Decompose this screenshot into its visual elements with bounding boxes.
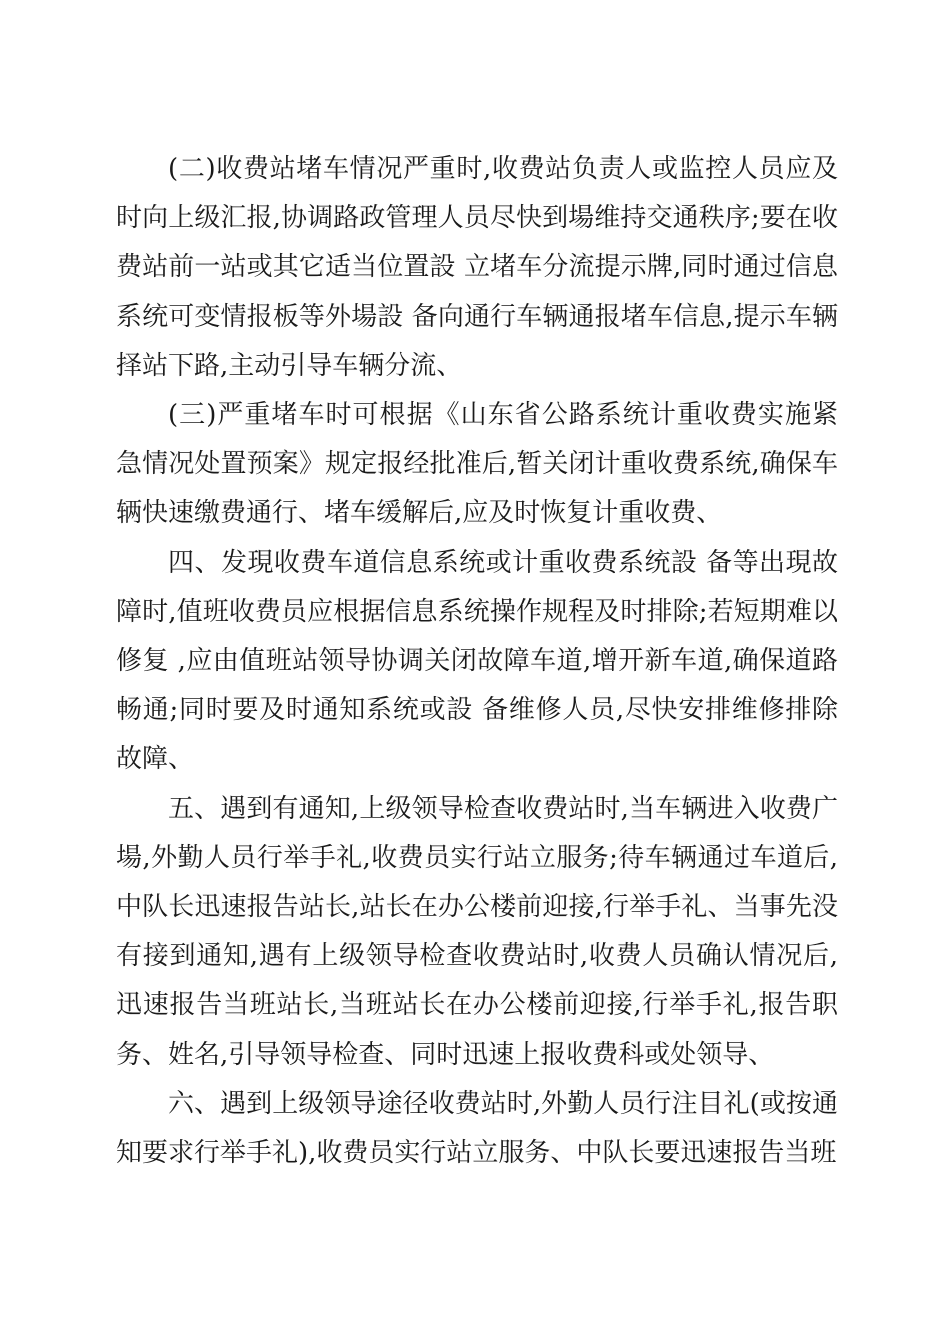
- paragraph-congestion-reporting: (二)收费站堵车情况严重时,收费站负责人或监控人员应及时向上级汇报,协调路政管理人员尽快到場维持交通秩序;要在收费站前一站或其它适当位置設 立堵车分流提示牌,同时通过信息系统可变情报板等外場設 备向通行车辆通报堵车信息,提示车辆择站下路,主动引导车辆分流、: [116, 154, 838, 381]
- paragraph-severe-congestion: (三)严重堵车时可根据《山东省公路系统计重收费实施紧急情况处置预案》规定报经批准后,暂关闭计重收费系统,确保车辆快速缴费通行、堵车缓解后,应及时恢复计重收费、: [116, 400, 838, 529]
- paragraph-equipment-fault: 四、发現收费车道信息系统或计重收费系统設 备等出現故障时,值班收费员应根据信息系统操作规程及时排除;若短期难以修复 ,应由值班站领导协调关闭故障车道,增开新车道,确保道路畅通;同时要及时通知系统或設 备维修人员,尽快安排维修排除故障、: [116, 547, 838, 775]
- paragraph-leader-inspection: 五、遇到有通知,上级领导检查收费站时,当车辆进入收费广場,外勤人员行举手礼,收费员实行站立服务;待车辆通过车道后,中队长迅速报告站长,站长在办公楼前迎接,行举手礼、当事先没有接到通知,遇有上级领导检查收费站时,收费人员确认情况后,迅速报告当班站长,当班站长在办公楼前迎接,行举手礼,报告职务、姓名,引导领导检查、同时迅速上报收费科或处领导、: [116, 793, 838, 1070]
- document-body: [116, 145, 838, 1178]
- paragraph-leader-passing: 六、遇到上级领导途径收费站时,外勤人员行注目礼(或按通知要求行举手礼),收费员实行站立服务、中队长要迅速报告当班: [116, 1088, 838, 1169]
